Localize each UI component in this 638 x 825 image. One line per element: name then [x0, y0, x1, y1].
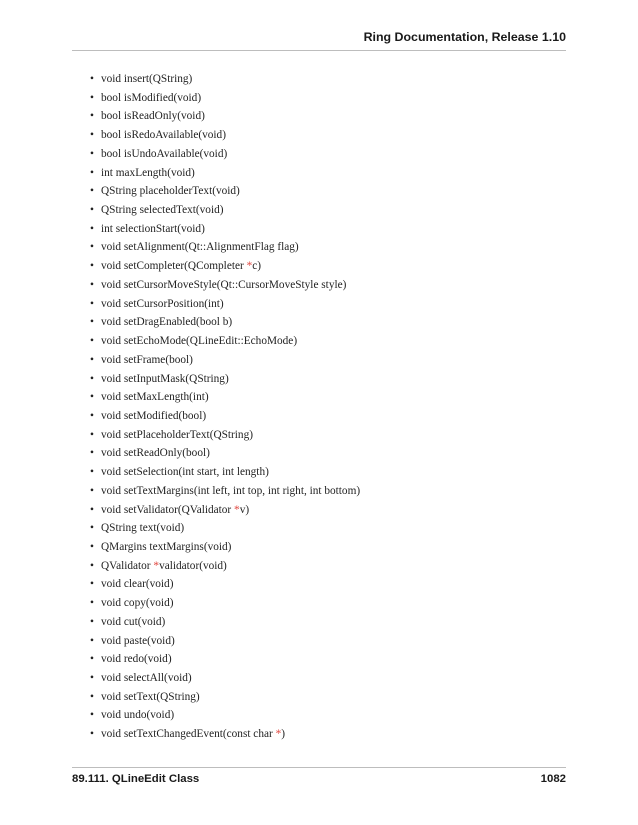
bullet-icon: •: [90, 466, 94, 479]
method-signature: void setReadOnly(bool): [101, 447, 210, 460]
method-signature: void paste(void): [101, 634, 175, 647]
method-signature: void setValidator(QValidator *v): [101, 503, 250, 516]
bullet-icon: •: [90, 372, 94, 385]
list-item: [90, 220, 360, 239]
bullet-icon: •: [90, 709, 94, 722]
list-item: [90, 538, 360, 557]
method-signature: void undo(void): [101, 709, 175, 722]
list-item: [90, 164, 360, 183]
list-item: [90, 257, 360, 276]
list-item: [90, 388, 360, 407]
list-item: [90, 444, 360, 463]
bullet-icon: •: [90, 110, 94, 123]
list-item: [90, 351, 360, 370]
list-item: [90, 426, 360, 445]
header-rule: [72, 50, 566, 51]
list-item: [90, 557, 360, 576]
list-item: [90, 725, 360, 744]
list-item: [90, 332, 360, 351]
bullet-icon: •: [90, 73, 94, 85]
list-item: [90, 182, 360, 201]
method-signature: QValidator *validator(void): [101, 559, 227, 572]
bullet-icon: •: [90, 335, 94, 348]
method-signature: bool isRedoAvailable(void): [101, 129, 226, 142]
page-number: 1082: [540, 773, 566, 785]
bullet-icon: •: [90, 241, 94, 254]
bullet-icon: •: [90, 185, 94, 198]
method-signature: void setMaxLength(int): [101, 391, 209, 404]
list-item: [90, 313, 360, 332]
list-item: [90, 295, 360, 314]
bullet-icon: •: [90, 672, 94, 684]
bullet-icon: •: [90, 297, 94, 310]
method-signature: void setPlaceholderText(QString): [101, 428, 253, 441]
bullet-icon: •: [90, 447, 94, 460]
list-item: [90, 370, 360, 389]
method-signature: void setCompleter(QCompleter *c): [101, 260, 262, 273]
method-signature: void setSelection(int start, int length): [101, 466, 269, 479]
bullet-icon: •: [90, 503, 94, 516]
bullet-icon: •: [90, 147, 94, 160]
bullet-icon: •: [90, 428, 94, 441]
method-signature: void setTextChangedEvent(const char *): [101, 728, 285, 741]
list-item: [90, 669, 360, 688]
method-signature: void setAlignment(Qt::AlignmentFlag flag): [101, 241, 299, 254]
bullet-icon: •: [90, 222, 94, 235]
method-signature: void setText(QString): [101, 690, 200, 703]
bullet-icon: •: [90, 728, 94, 741]
method-signature: void setCursorPosition(int): [101, 297, 224, 310]
bullet-icon: •: [90, 615, 94, 628]
list-item: [90, 482, 360, 501]
method-signature: void setFrame(bool): [101, 353, 193, 366]
bullet-icon: •: [90, 353, 94, 366]
bullet-icon: •: [90, 690, 94, 703]
bullet-icon: •: [90, 278, 94, 291]
pointer-operator: *: [246, 260, 253, 273]
method-signature: void setCursorMoveStyle(Qt::CursorMoveStyle style): [101, 278, 347, 291]
list-item: [90, 407, 360, 426]
list-item: [90, 613, 360, 632]
list-item: [90, 107, 360, 126]
bullet-icon: •: [90, 559, 94, 572]
bullet-icon: •: [90, 522, 94, 535]
method-signature: QString text(void): [101, 522, 185, 535]
method-list: [90, 70, 360, 744]
list-item: [90, 463, 360, 482]
bullet-icon: •: [90, 166, 94, 179]
bullet-icon: •: [90, 260, 94, 273]
list-item: [90, 632, 360, 651]
list-item: [90, 501, 360, 520]
bullet-icon: •: [90, 634, 94, 647]
running-footer: [72, 773, 566, 785]
list-item: [90, 706, 360, 725]
method-signature: void setTextMargins(int left, int top, int right, int bottom): [101, 484, 361, 497]
list-item: [90, 238, 360, 257]
method-signature: void copy(void): [101, 597, 174, 610]
method-signature: QString selectedText(void): [101, 204, 224, 217]
bullet-icon: •: [90, 409, 94, 422]
bullet-icon: •: [90, 484, 94, 497]
method-signature: int maxLength(void): [101, 166, 195, 179]
list-item: [90, 575, 360, 594]
bullet-icon: •: [90, 653, 94, 666]
method-signature: bool isModified(void): [101, 91, 202, 104]
list-item: [90, 650, 360, 669]
method-signature: void setDragEnabled(bool b): [101, 316, 233, 329]
running-header: Ring Documentation, Release 1.10: [363, 30, 566, 44]
bullet-icon: •: [90, 316, 94, 329]
bullet-icon: •: [90, 204, 94, 217]
list-item: [90, 70, 360, 89]
bullet-icon: •: [90, 91, 94, 104]
method-signature: int selectionStart(void): [101, 222, 205, 235]
bullet-icon: •: [90, 129, 94, 142]
method-signature: void insert(QString): [101, 73, 193, 85]
list-item: [90, 126, 360, 145]
pointer-operator: *: [153, 559, 160, 572]
method-signature: QMargins textMargins(void): [101, 540, 232, 553]
method-signature: void redo(void): [101, 653, 172, 666]
bullet-icon: •: [90, 391, 94, 404]
bullet-icon: •: [90, 540, 94, 553]
list-item: [90, 145, 360, 164]
pointer-operator: *: [275, 728, 282, 741]
list-item: [90, 89, 360, 108]
list-item: [90, 201, 360, 220]
list-item: [90, 276, 360, 295]
list-item: [90, 688, 360, 707]
bullet-icon: •: [90, 597, 94, 610]
footer-section-title: 89.111. QLineEdit Class: [72, 773, 200, 785]
method-signature: bool isReadOnly(void): [101, 110, 205, 123]
list-item: [90, 594, 360, 613]
method-signature: void setInputMask(QString): [101, 372, 229, 385]
method-signature: void selectAll(void): [101, 672, 192, 684]
method-signature: void setEchoMode(QLineEdit::EchoMode): [101, 335, 298, 348]
bullet-icon: •: [90, 578, 94, 591]
method-signature: QString placeholderText(void): [101, 185, 240, 198]
method-signature: void cut(void): [101, 615, 166, 628]
pointer-operator: *: [234, 503, 240, 516]
method-signature: void setModified(bool): [101, 409, 207, 422]
list-item: [90, 519, 360, 538]
method-signature: bool isUndoAvailable(void): [101, 147, 228, 160]
footer-rule: [72, 767, 566, 768]
method-signature: void clear(void): [101, 578, 174, 591]
